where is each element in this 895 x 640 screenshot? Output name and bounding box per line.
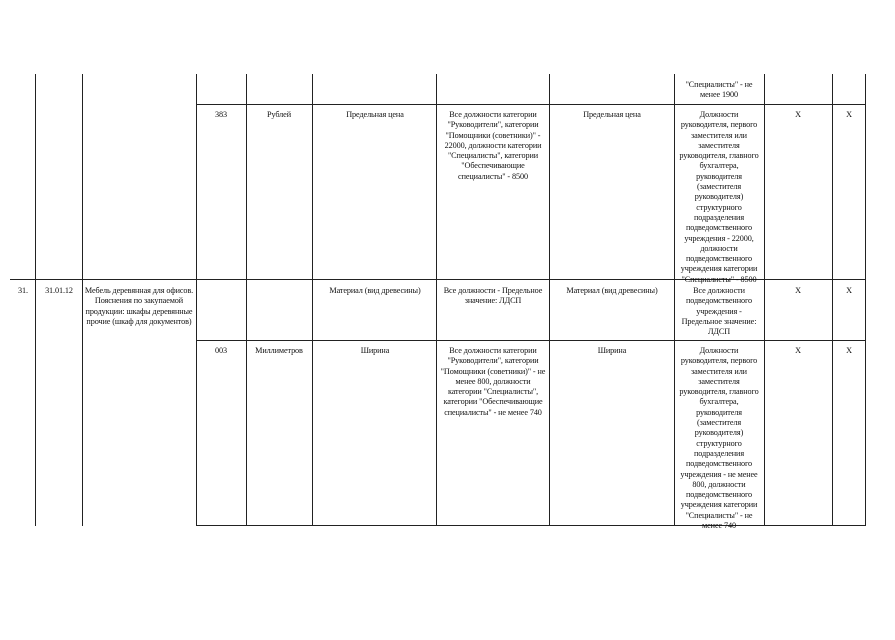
table-cell-code: 003 bbox=[215, 346, 227, 355]
table-cell-code: 383 bbox=[215, 110, 227, 119]
table-border bbox=[832, 74, 833, 526]
table-border bbox=[312, 74, 313, 526]
table-border bbox=[436, 74, 437, 526]
table-border bbox=[865, 74, 866, 526]
table-cell-product-name: Мебель деревянная для офисов. Пояснения по закупаемой продукции: шкафы деревянные прочие (шкаф для документов) bbox=[84, 286, 194, 326]
table-cell-value-position-2: Должности руководителя, первого заместителя или заместителя руководителя, главного бухгалтера, руководителя (заместителя руководителя) структурного подразделения подведомственного учреждения - не менее 800, должности подведомственного учреждения категории "Специалисты" - не менее 740 bbox=[679, 346, 759, 531]
table-cell-value-position: Все должности категории "Руководители", категории "Помощники (советники)" - не менее 800, должности категории "Специалисты", категории "Обеспечивающие специалисты" - не менее 740 bbox=[440, 346, 546, 417]
table-cell-characteristic-2: Материал (вид древесины) bbox=[566, 286, 658, 295]
table-border bbox=[196, 340, 865, 341]
table-cell-characteristic-2: Ширина bbox=[597, 346, 627, 355]
table-cell-value-position-2: Должности руководителя, первого заместителя или заместителя руководителя, главного бухгалтера, руководителя (заместителя руководителя) структурного подразделения подведомственного учреждения - 22000, должности подведомственного учреждения категории "Специалисты" - 8500 bbox=[679, 110, 759, 284]
table-cell-characteristic-2: Предельная цена bbox=[583, 110, 641, 119]
table-border bbox=[196, 74, 197, 526]
table-cell-value-position: Все должности - Предельное значение: ЛДСП bbox=[443, 286, 543, 306]
table-cell-value-position-2: "Специалисты" - не менее 1900 bbox=[685, 80, 753, 100]
table-cell-mark: X bbox=[795, 286, 801, 295]
table-border bbox=[549, 74, 550, 526]
table-border bbox=[82, 74, 83, 526]
table-cell-mark: X bbox=[846, 346, 852, 355]
table-cell-characteristic: Предельная цена bbox=[346, 110, 404, 119]
table-cell-mark: X bbox=[795, 346, 801, 355]
table-cell-unit: Рублей bbox=[266, 110, 291, 119]
table-cell-okpd: 31.01.12 bbox=[45, 286, 73, 295]
table-cell-characteristic: Материал (вид древесины) bbox=[329, 286, 421, 295]
table-border bbox=[196, 104, 865, 105]
table-cell-characteristic: Ширина bbox=[360, 346, 390, 355]
table-cell-mark: X bbox=[846, 110, 852, 119]
table-cell-mark: X bbox=[846, 286, 852, 295]
table-border bbox=[674, 74, 675, 526]
table-cell-unit: Миллиметров bbox=[255, 346, 303, 355]
table-border bbox=[764, 74, 765, 526]
table-border bbox=[35, 74, 36, 526]
table-cell-value-position-2: Все должности подведомственного учреждения - Предельное значение: ЛДСП bbox=[681, 286, 757, 337]
table-cell-mark: X bbox=[795, 110, 801, 119]
table-border bbox=[196, 525, 865, 526]
table-cell-value-position: Все должности категории "Руководители", категории "Помощники (советники)" - 22000, должности категории "Специалисты", категории "Обеспечивающие специалисты" - 8500 bbox=[444, 110, 542, 181]
table-cell-row-number: 31. bbox=[18, 286, 28, 295]
table-border bbox=[246, 74, 247, 526]
